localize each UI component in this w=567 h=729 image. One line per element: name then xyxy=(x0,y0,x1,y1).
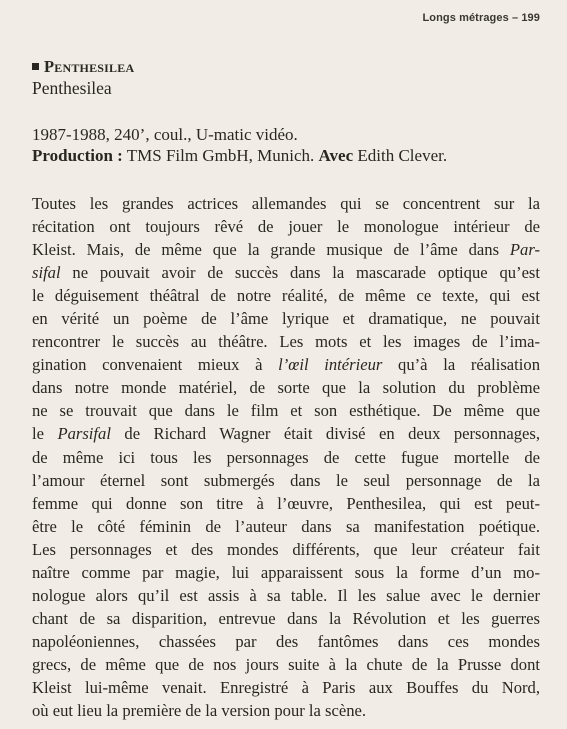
text-line: femme qui donne son titre à l’œuvre, Penthesilea, qui est peut- xyxy=(32,493,540,513)
text-line: où eut lieu la première de la version pour la scène. xyxy=(32,701,367,721)
entry-subtitle: Penthesilea xyxy=(32,78,112,98)
production-label: Production : xyxy=(32,146,123,165)
square-bullet-icon xyxy=(32,63,39,70)
text-line: le Parsifal de Richard Wagner était divisé en deux personnages, xyxy=(32,424,541,444)
text-line: Les personnages et des mondes différents, que leur créateur fait xyxy=(32,539,540,559)
entry-title-text: Penthesilea xyxy=(44,57,135,76)
running-head: Longs métrages – 199 xyxy=(422,12,540,24)
text-line: grecs, de même que de nos jours suite à la chute de la Prusse dont xyxy=(32,654,540,674)
synopsis xyxy=(32,192,540,722)
text-line: chant de sa disparition, entrevue dans la Révolution et les guerres xyxy=(32,608,540,628)
text-line: sifal ne pouvait avoir de succès dans la mascarade optique qu’est xyxy=(32,263,540,283)
avec-value: Edith Clever. xyxy=(353,146,448,165)
text-line: l’amour éternel sont submergés dans le seul personnage de la xyxy=(32,470,540,490)
text-line: Kleist lui-même venait. Enregistré à Paris aux Bouffes du Nord, xyxy=(32,677,540,697)
production-value: TMS Film GmbH, Munich. xyxy=(122,146,319,165)
text-line: rencontrer le succès au théâtre. Les mots et les images de l’ima- xyxy=(32,332,540,352)
text-line: Kleist. Mais, de même que la grande musique de l’âme dans Par- xyxy=(32,240,540,260)
text-line: récitation ont toujours rêvé de jouer le monologue intérieur de xyxy=(32,217,540,237)
text-line: Toutes les grandes actrices allemandes qui se concentrent sur la xyxy=(32,194,540,213)
text-line: dans notre monde matériel, de sorte que la solution du problème xyxy=(32,378,540,398)
avec-label: Avec xyxy=(318,146,354,165)
text-line: le déguisement théâtral de notre réalité, de même ce texte, qui est xyxy=(32,286,540,306)
text-line: gination convenaient mieux à l’œil intérieur qu’à la réalisation xyxy=(32,355,540,375)
technical-info: 1987-1988, 240’, coul., U-matic vidéo. xyxy=(32,125,298,144)
text-line: ne se trouvait que dans le film et son esthétique. De même que xyxy=(32,401,540,421)
credits-line xyxy=(32,145,447,166)
text-line: être le côté féminin de l’auteur dans sa manifestation poétique. xyxy=(32,516,540,536)
film-metadata xyxy=(32,124,447,166)
entry-title xyxy=(32,57,134,77)
text-line: naître comme par magie, lui apparaissent sous la forme d’un mo- xyxy=(32,562,540,582)
text-line: nologue alors qu’il est assis à sa table. Il les salue avec le dernier xyxy=(32,585,540,605)
text-line: napoléoniennes, chassées par des fantômes dans ces mondes xyxy=(32,631,540,651)
text-line: de même ici tous les personnages de cette fugue mortelle de xyxy=(32,447,540,467)
text-line: en vérité un poème de l’âme lyrique et dramatique, ne pouvait xyxy=(32,309,540,329)
